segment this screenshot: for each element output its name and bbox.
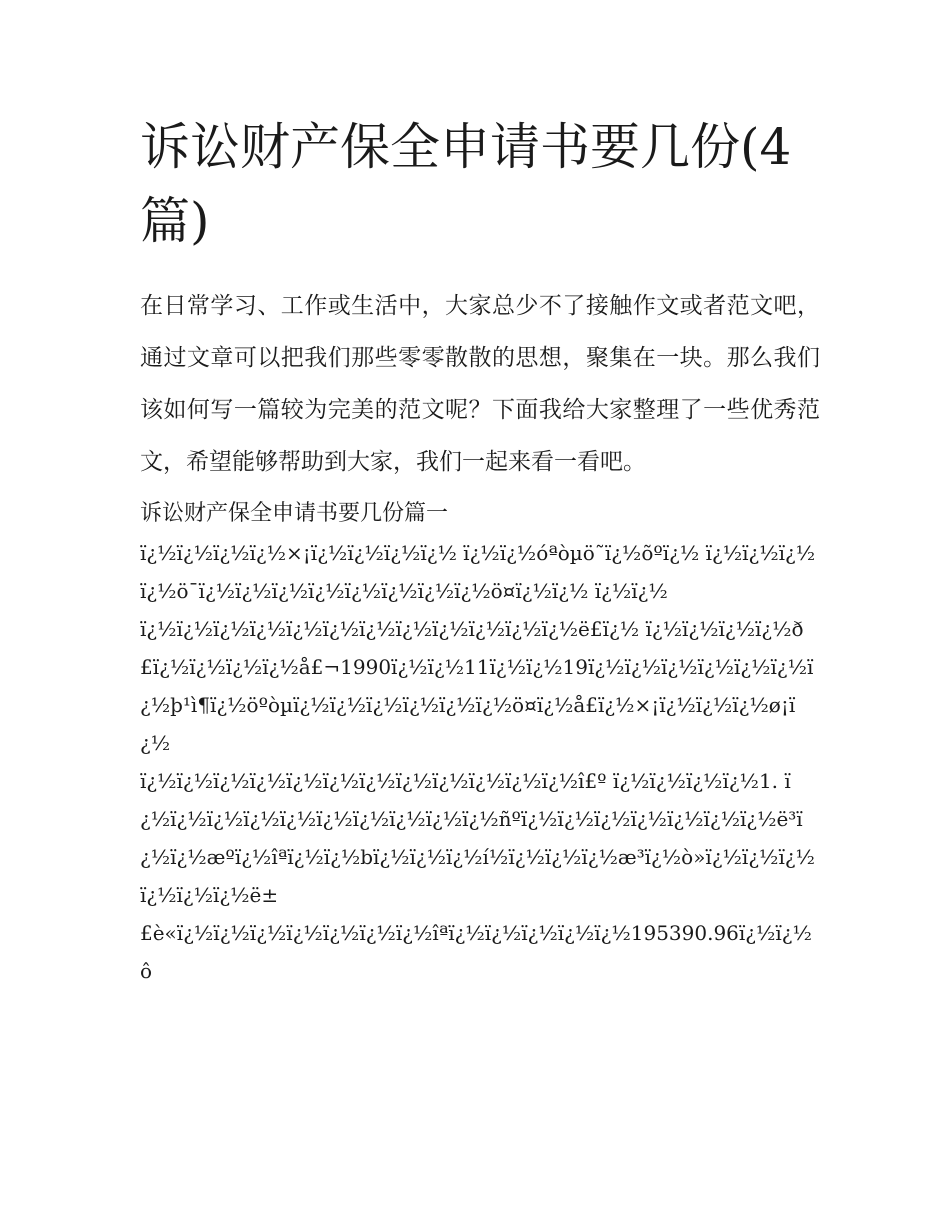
garbled-paragraph-4: £è«ï¿½ï¿½ï¿½ï¿½ï¿½ï¿½ï¿½îªï¿½ï¿½ï¿½ï¿½ï¿½195390.96ï¿½ï¿½ô	[140, 921, 812, 983]
document-title: 诉讼财产保全申请书要几份(4篇)	[140, 118, 792, 250]
intro-paragraph: 在日常学习、工作或生活中，大家总少不了接触作文或者范文吧，通过文章可以把我们那些零零散散的思想，聚集在一块。那么我们该如何写一篇较为完美的范文呢？下面我给大家整理了一些优秀范文，希望能够帮助到大家，我们一起来看一看吧。	[140, 293, 820, 475]
garbled-paragraph-1: ï¿½ï¿½ï¿½ï¿½×¡ï¿½ï¿½ï¿½ï¿½ ï¿½ï¿½óªòµö˜ï¿½õºï¿½ ï¿½ï¿½ï¿½ï¿½ö¯ï¿½ï¿½ï¿½ï¿½ï¿½ï¿½ï¿½ï¿½ö¤ï¿½ï¿½ ï¿½ï¿½	[140, 541, 816, 603]
section-heading: 诉讼财产保全申请书要几份篇一	[140, 501, 449, 526]
garbled-paragraph-3: ï¿½ï¿½ï¿½ï¿½ï¿½ï¿½ï¿½ï¿½ï¿½ï¿½ï¿½ï¿½î£º ï¿½ï¿½ï¿½ï¿½1. ï¿½ï¿½ï¿½ï¿½ï¿½ï¿½ï¿½ï¿½ï¿½ï¿½ñºï¿½ï¿½ï¿½ï¿½ï¿½ï¿½ï¿½ë³ï¿½ï¿½æºï¿½îªï¿½ï¿½bï¿½ï¿½ï¿½í½ï¿½ï¿½ï¿½æ³ï¿½ò»ï¿½ï¿½ï¿½ï¿½ï¿½ï¿½ë±	[140, 769, 815, 907]
garbled-paragraph-2: ï¿½ï¿½ï¿½ï¿½ï¿½ï¿½ï¿½ï¿½ï¿½ï¿½ï¿½ï¿½ë£ï¿½ ï¿½ï¿½ï¿½ï¿½ð£ï¿½ï¿½ï¿½ï¿½å£¬1990ï¿½ï¿½11ï¿½ï¿½19ï¿½ï¿½ï¿½ï¿½ï¿½ï¿½ï¿½þ¹ì¶ï¿½öºòµï¿½ï¿½ï¿½ï¿½ï¿½ï¿½ö¤ï¿½å£ï¿½×¡ï¿½ï¿½ï¿½ø¡ï¿½	[140, 617, 814, 755]
document-page	[140, 110, 820, 990]
